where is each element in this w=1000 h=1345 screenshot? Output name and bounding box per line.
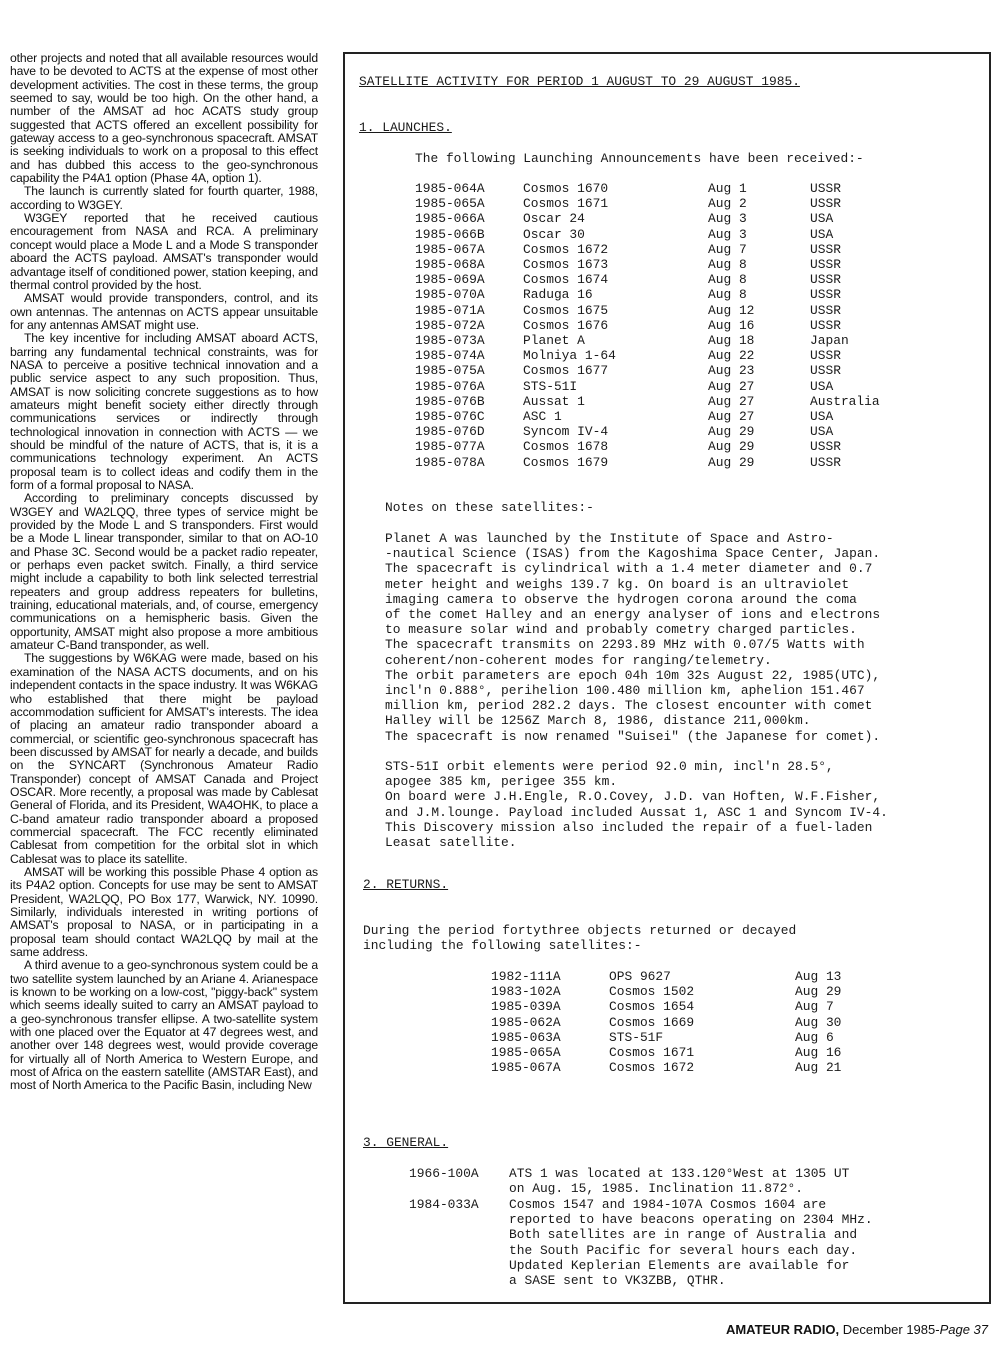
date-cell: Aug 2 xyxy=(708,196,747,212)
designator-cell: 1985-067A xyxy=(415,241,485,257)
country-cell: USSR xyxy=(810,302,841,318)
designator-cell: 1985-069A xyxy=(415,272,485,288)
date-cell: Aug 7 xyxy=(708,241,747,257)
table-row xyxy=(415,455,930,470)
satellite-name-cell: Cosmos 1679 xyxy=(523,454,609,470)
country-cell: USSR xyxy=(810,348,841,364)
date-cell: Aug 3 xyxy=(708,211,747,227)
table-row xyxy=(491,1045,875,1060)
designator-cell: 1985-076C xyxy=(415,409,485,425)
article-paragraph: The suggestions by W6KAG were made, based on his examination of the NASA ACTS documents, and on his independent contacts in the space industry. It was W6KAG who established that there might be payload accommodation sufficient for AMSAT's interests. The idea of placing an amateur radio transponder aboard a commercial, or scientific geo-synchronous spacecraft has been discussed by AMSAT for nearly a decade, and builds on the SYNCART (Synchronous Amateur Radio Transponder) concept of AMSAT Canada and Project OSCAR. More recently, a proposal was made by Cablesat General of Florida, and its President, WA4OHK, to place a C-band amateur radio transponder aboard a proposed commercial spacecraft. The FCC recently eliminated Cablesat from competition for the orbital slot in which Cablesat was to place its satellite. xyxy=(10,651,318,866)
date-cell: Aug 21 xyxy=(795,1060,842,1076)
page-footer xyxy=(726,1322,988,1337)
table-row xyxy=(491,984,875,999)
date-cell: Aug 16 xyxy=(795,1045,842,1061)
table-row xyxy=(415,318,930,333)
table-row xyxy=(491,999,875,1014)
date-cell: Aug 8 xyxy=(708,257,747,273)
country-cell: USSR xyxy=(810,196,841,212)
date-cell: Aug 29 xyxy=(708,424,755,440)
satellite-name-cell: Oscar 24 xyxy=(523,211,585,227)
satellite-name-cell: ASC 1 xyxy=(523,409,562,425)
designator-cell: 1983-102A xyxy=(491,984,561,1000)
country-cell: Australia xyxy=(810,393,880,409)
satellite-name-cell: Cosmos 1676 xyxy=(523,317,609,333)
date-cell: Aug 8 xyxy=(708,287,747,303)
table-row xyxy=(415,211,930,226)
designator-cell: 1982-111A xyxy=(491,969,561,984)
satellite-name-cell: Cosmos 1670 xyxy=(523,181,609,196)
date-cell: Aug 1 xyxy=(708,181,747,196)
country-cell: USSR xyxy=(810,272,841,288)
country-cell: USSR xyxy=(810,181,841,196)
designator-cell: 1985-068A xyxy=(415,257,485,273)
general-item-text: Cosmos 1547 and 1984-107A Cosmos 1604 are reported to have beacons operating on 2304 MHz. Both satellites are in range of Australia and the South Pacific for several hours each day. Updated Keplerian Elements are available for a SASE sent to VK3ZBB, QTHR. xyxy=(509,1197,873,1289)
planet-a-note: Planet A was launched by the Institute of Space and Astro- -nautical Science (ISAS) from the Kagoshima Space Center, Japan. The spacecraft is cylindrical with a 1.4 meter diameter and 0.7 meter height and weighs 139.7 kg. On board is an ultraviolet imaging camera to observe the hydrogen corona around the coma of the comet Halley and an energy analyser of ions and electrons to measure solar wind and probably cometry charged particles. The spacecraft transmits on 2293.89 MHz with 0.07/5 Watts with coherent/non-coherent modes for ranging/telemetry. The orbit parameters are epoch 04h 10m 32s August 22, 1985(UTC), incl'n 0.888°, perihelion 100.480 million km, aphelion 151.467 million km, period 282.2 days. The closest encounter with comet Halley will be 1256Z March 8, 1986, distance 211,000km. The spacecraft is now renamed "Suisei" (the Japanese for comet). xyxy=(385,531,881,744)
country-cell: USA xyxy=(810,378,834,394)
launches-table xyxy=(415,181,930,470)
country-cell: USA xyxy=(810,409,834,425)
table-row xyxy=(415,424,930,439)
designator-cell: 1985-074A xyxy=(415,348,485,364)
date-cell: Aug 7 xyxy=(795,999,834,1015)
table-row xyxy=(415,333,930,348)
country-cell: USSR xyxy=(810,439,841,455)
table-row xyxy=(491,1015,875,1030)
designator-cell: 1985-063A xyxy=(491,1029,561,1045)
table-row xyxy=(415,409,930,424)
country-cell: USSR xyxy=(810,454,841,470)
table-row xyxy=(415,287,930,302)
designator-cell: 1985-072A xyxy=(415,317,485,333)
table-row xyxy=(415,363,930,378)
table-row xyxy=(415,303,930,318)
date-cell: Aug 27 xyxy=(708,378,755,394)
date-cell: Aug 12 xyxy=(708,302,755,318)
returns-table xyxy=(491,969,875,1075)
country-cell: USSR xyxy=(810,241,841,257)
satellite-name-cell: Cosmos 1669 xyxy=(609,1014,695,1030)
article-paragraph: The launch is currently slated for fourth quarter, 1988, according to W3GEY. xyxy=(10,184,318,212)
date-cell: Aug 22 xyxy=(708,348,755,364)
date-cell: Aug 8 xyxy=(708,272,747,288)
general-item-code: 1984-033A xyxy=(409,1197,479,1212)
country-cell: USSR xyxy=(810,257,841,273)
date-cell: Aug 23 xyxy=(708,363,755,379)
date-cell: Aug 13 xyxy=(795,969,842,984)
designator-cell: 1985-073A xyxy=(415,333,485,349)
satellite-name-cell: Cosmos 1677 xyxy=(523,363,609,379)
satellite-activity-report xyxy=(343,52,991,1304)
article-paragraph: A third avenue to a geo-synchronous system could be a two satellite system launched by an Ariane 4. Arianespace is known to be working on a low-cost, "piggy-back" system which seems ideally suited to carry an AMSAT payload to a geo-synchronous transfer ellipse. A two-satellite system with one placed over the Equator at 47 degrees west, and another over 148 degrees west, would provide coverage for virtually all of North America to Western Europe, and most of Africa on the eastern satellite (AMSTAR East), and most of North America to the Pacific Basin, including New xyxy=(10,958,318,1093)
satellite-name-cell: Raduga 16 xyxy=(523,287,593,303)
designator-cell: 1985-065A xyxy=(415,196,485,212)
article-paragraph: According to preliminary concepts discussed by W3GEY and WA2LQQ, three types of service might be provided by the Mode L and S transponders. First would be a Mode L linear transponder, similar to that on AO-10 and Phase 3C. Second would be a packet radio repeater, or perhaps even packet switch. Finally, a third service might include a capability to both link selected terrestrial repeaters and group address repeaters for bulletins, training, educational materials, and, of course, emergency communications on a hemispheric basis. Given the opportunity, AMSAT might also propose a more ambitious amateur C-Band transponder, as well. xyxy=(10,491,318,653)
date-cell: Aug 18 xyxy=(708,333,755,349)
country-cell: USSR xyxy=(810,363,841,379)
table-row xyxy=(415,394,930,409)
launches-heading: 1. LAUNCHES. xyxy=(359,120,452,135)
designator-cell: 1985-076B xyxy=(415,393,485,409)
satellite-name-cell: Cosmos 1671 xyxy=(609,1045,695,1061)
launches-intro: The following Launching Announcements have been received:- xyxy=(415,151,864,166)
article-paragraph: AMSAT would provide transponders, control, and its own antennas. The antennas on ACTS appear unsuitable for any antennas AMSAT might use. xyxy=(10,291,318,332)
article-paragraph: W3GEY reported that he received cautious encouragement from NASA and RCA. A preliminary concept would place a Mode L and a Mode S transponder aboard the ACTS payload. AMSAT's transponder would advantage itself of conditioned power, station keeping, and thermal control provided by the host. xyxy=(10,211,318,292)
designator-cell: 1985-066B xyxy=(415,226,485,242)
page-number: Page 37 xyxy=(939,1322,988,1337)
table-row xyxy=(415,227,930,242)
satellite-name-cell: STS-51F xyxy=(609,1029,664,1045)
satellite-name-cell: Cosmos 1671 xyxy=(523,196,609,212)
table-row xyxy=(415,196,930,211)
returns-intro: During the period fortythree objects returned or decayed including the following satellites:- xyxy=(363,923,797,954)
general-heading: 3. GENERAL. xyxy=(363,1135,449,1150)
country-cell: USSR xyxy=(810,317,841,333)
satellite-name-cell: STS-51I xyxy=(523,378,578,394)
designator-cell: 1985-071A xyxy=(415,302,485,318)
designator-cell: 1985-065A xyxy=(491,1045,561,1061)
table-row xyxy=(415,272,930,287)
issue-date: December 1985- xyxy=(842,1322,940,1337)
table-row xyxy=(491,1060,875,1075)
designator-cell: 1985-077A xyxy=(415,439,485,455)
satellite-name-cell: Planet A xyxy=(523,333,585,349)
country-cell: USA xyxy=(810,424,834,440)
publication-name: AMATEUR RADIO, xyxy=(725,1322,840,1337)
general-item-text: ATS 1 was located at 133.120°West at 1305 UT on Aug. 15, 1985. Inclination 11.872°. xyxy=(509,1166,850,1197)
designator-cell: 1985-075A xyxy=(415,363,485,379)
article-paragraph: The key incentive for including AMSAT aboard ACTS, barring any fundamental technical constraints, was for NASA to perceive a positive technical innovation and a public service aspect to any such proposition. Thus, AMSAT is now soliciting concrete suggestions as to how amateurs might benefit society either directly through communications services or indirectly through technological innovation in connection with ACTS — we should be mindful of the nature of ACTS, that is, it is a communications technology experiment. An ACTS proposal team is to collect ideas and codify them in the form of a formal proposal to NASA. xyxy=(10,331,318,492)
table-row xyxy=(491,969,875,984)
satellite-name-cell: OPS 9627 xyxy=(609,969,671,984)
general-item-code: 1966-100A xyxy=(409,1166,479,1181)
article-left-column xyxy=(10,52,318,1314)
designator-cell: 1985-064A xyxy=(415,181,485,196)
satellite-name-cell: Syncom IV-4 xyxy=(523,424,609,440)
report-title: SATELLITE ACTIVITY FOR PERIOD 1 AUGUST TO 29 AUGUST 1985. xyxy=(359,74,800,89)
country-cell: USA xyxy=(810,211,834,227)
satellite-name-cell: Cosmos 1672 xyxy=(523,241,609,257)
designator-cell: 1985-076A xyxy=(415,378,485,394)
returns-heading: 2. RETURNS. xyxy=(363,877,449,892)
date-cell: Aug 6 xyxy=(795,1029,834,1045)
satellite-name-cell: Oscar 30 xyxy=(523,226,585,242)
satellite-name-cell: Cosmos 1673 xyxy=(523,257,609,273)
table-row xyxy=(415,257,930,272)
satellite-name-cell: Cosmos 1672 xyxy=(609,1060,695,1076)
table-row xyxy=(415,242,930,257)
designator-cell: 1985-062A xyxy=(491,1014,561,1030)
satellite-name-cell: Cosmos 1654 xyxy=(609,999,695,1015)
date-cell: Aug 29 xyxy=(795,984,842,1000)
satellite-name-cell: Molniya 1-64 xyxy=(523,348,616,364)
table-row xyxy=(415,348,930,363)
country-cell: USSR xyxy=(810,287,841,303)
date-cell: Aug 29 xyxy=(708,439,755,455)
article-paragraph: other projects and noted that all available resources would have to be devoted to ACTS at the expense of most other development activities. The cost in these terms, the group seemed to say, would be too high. On the other hand, a number of the AMSAT ad hoc ACATS study group suggested that ACTS offered an excellent possibility for gateway access to a geo-synchronous spacecraft. AMSAT is seeking individuals to work on a proposal to this effect and has dubbed this access to the geo-synchronous capability the P4A1 option (Phase 4A, option 1). xyxy=(10,52,318,186)
designator-cell: 1985-066A xyxy=(415,211,485,227)
table-row xyxy=(415,181,930,196)
sts-51i-note: STS-51I orbit elements were period 92.0 min, incl'n 28.5°, apogee 385 km, perigee 355 km. On board were J.H.Engle, R.O.Covey, J.D. van Hoften, W.F.Fisher, and J.M.lounge. Payload included Aussat 1, ASC 1 and Syncom IV-4. This Discovery mission also included the repair of a fuel-laden Leasat satellite. xyxy=(385,759,888,851)
date-cell: Aug 29 xyxy=(708,454,755,470)
designator-cell: 1985-067A xyxy=(491,1060,561,1076)
date-cell: Aug 27 xyxy=(708,409,755,425)
date-cell: Aug 3 xyxy=(708,226,747,242)
satellite-name-cell: Aussat 1 xyxy=(523,393,585,409)
satellite-name-cell: Cosmos 1502 xyxy=(609,984,695,1000)
country-cell: Japan xyxy=(810,333,849,349)
designator-cell: 1985-039A xyxy=(491,999,561,1015)
country-cell: USA xyxy=(810,226,834,242)
table-row xyxy=(415,439,930,454)
designator-cell: 1985-076D xyxy=(415,424,485,440)
date-cell: Aug 30 xyxy=(795,1014,842,1030)
satellite-name-cell: Cosmos 1674 xyxy=(523,272,609,288)
satellite-name-cell: Cosmos 1675 xyxy=(523,302,609,318)
satellite-name-cell: Cosmos 1678 xyxy=(523,439,609,455)
notes-heading: Notes on these satellites:- xyxy=(385,500,594,515)
table-row xyxy=(491,1030,875,1045)
article-paragraph: AMSAT will be working this possible Phase 4 option as its P4A2 option. Concepts for use may be sent to AMSAT President, WA2LQQ, PO Box 177, Warwick, NY. 10990. Similarly, individuals interested in writing portions of AMSAT's proposal to NASA, or in participating in a proposal team should contact WA2LQQ by mail at the same address. xyxy=(10,864,318,960)
date-cell: Aug 27 xyxy=(708,393,755,409)
date-cell: Aug 16 xyxy=(708,317,755,333)
designator-cell: 1985-078A xyxy=(415,454,485,470)
designator-cell: 1985-070A xyxy=(415,287,485,303)
table-row xyxy=(415,379,930,394)
